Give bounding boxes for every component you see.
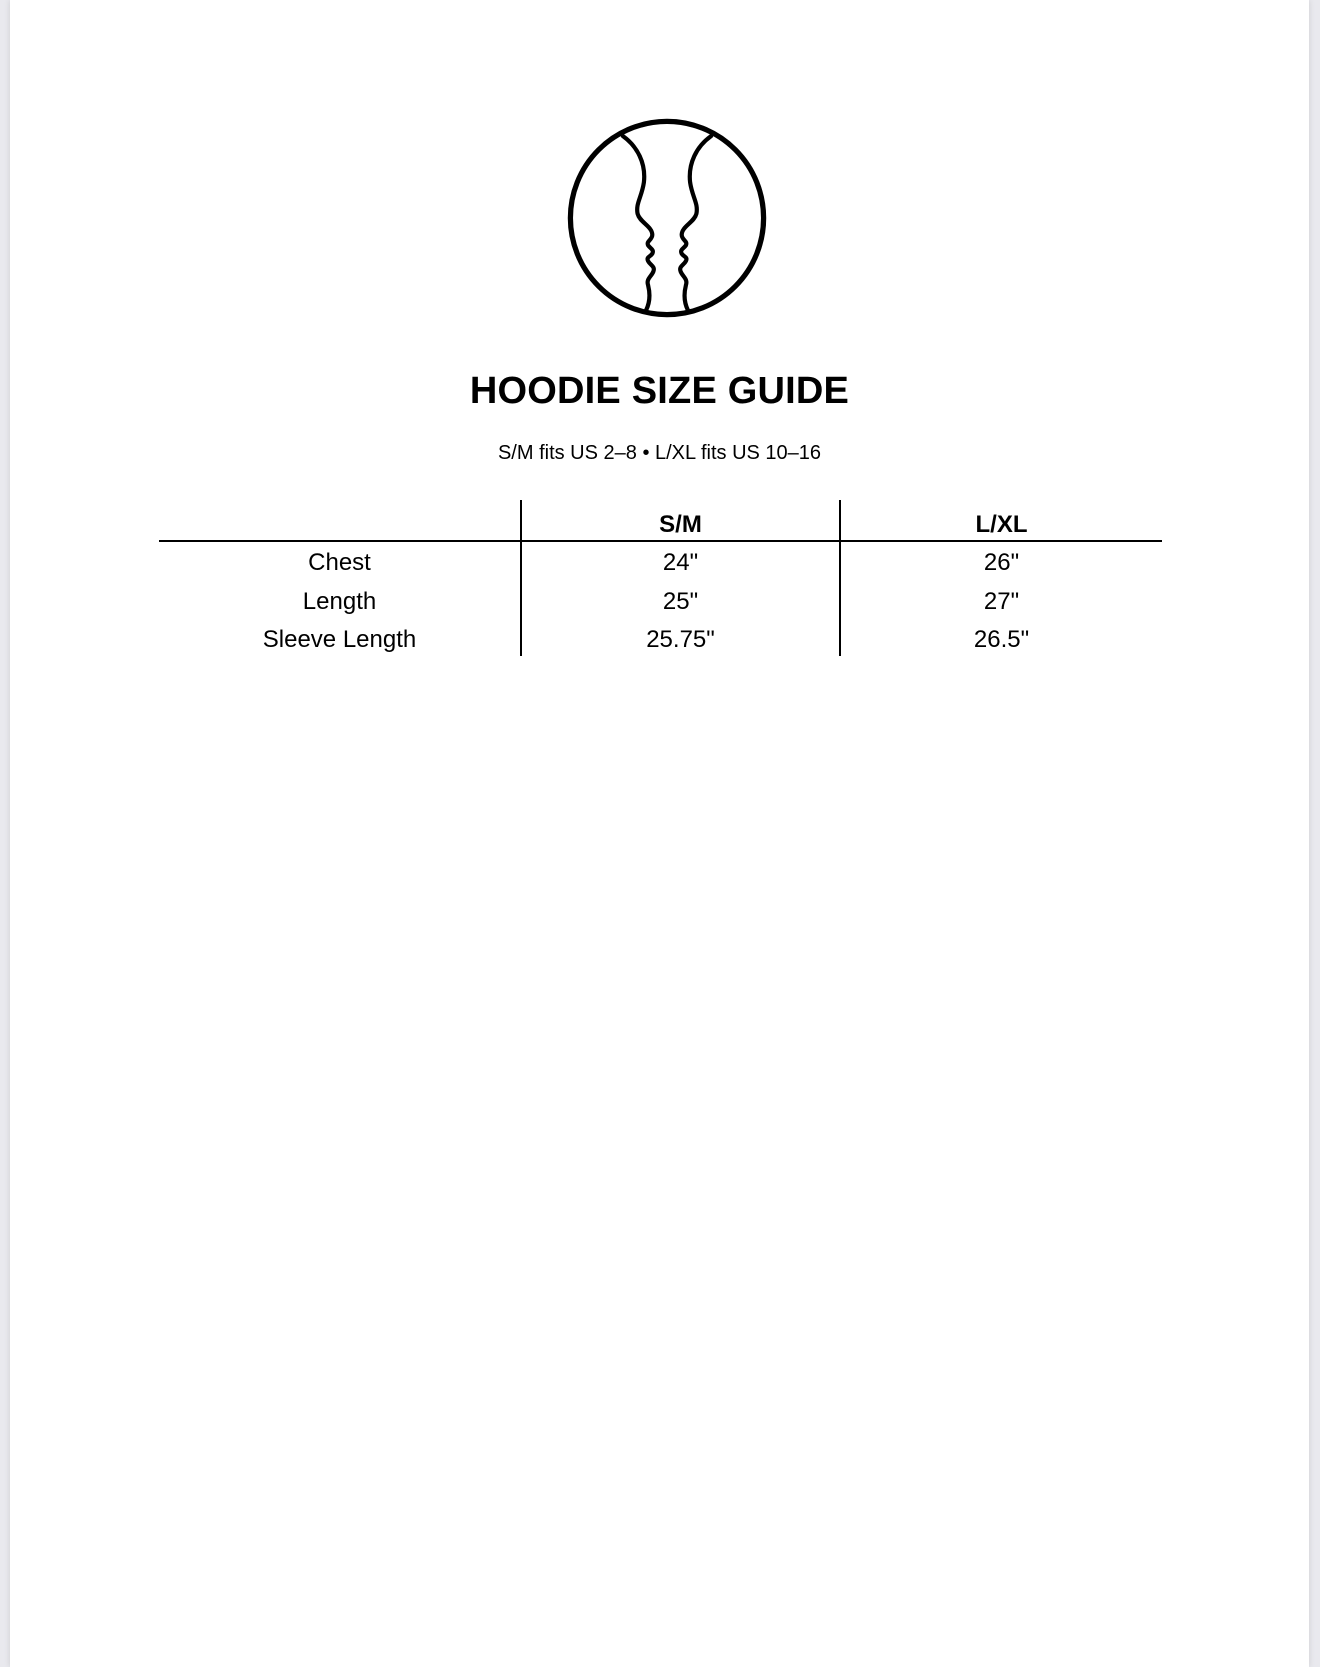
cell-length-sm: 25" [662,588,699,615]
cell-sleeve-length-sm: 25.75" [646,626,715,653]
header-divider [159,540,1162,542]
page-title: HOODIE SIZE GUIDE [469,370,850,412]
table-header-sm: S/M [659,511,702,538]
cell-chest-sm: 24" [662,549,699,576]
row-label-chest: Chest [308,549,371,576]
two-faces-logo-icon [562,113,772,323]
fit-note: S/M fits US 2–8 • L/XL fits US 10–16 [497,442,822,464]
cell-sleeve-length-lxl: 26.5" [973,626,1030,653]
row-label-sleeve-length: Sleeve Length [262,626,417,653]
table-header-lxl: L/XL [975,511,1028,538]
cell-length-lxl: 27" [983,588,1020,615]
size-guide-page [10,0,1309,1667]
cell-chest-lxl: 26" [983,549,1020,576]
row-label-length: Length [302,588,377,615]
